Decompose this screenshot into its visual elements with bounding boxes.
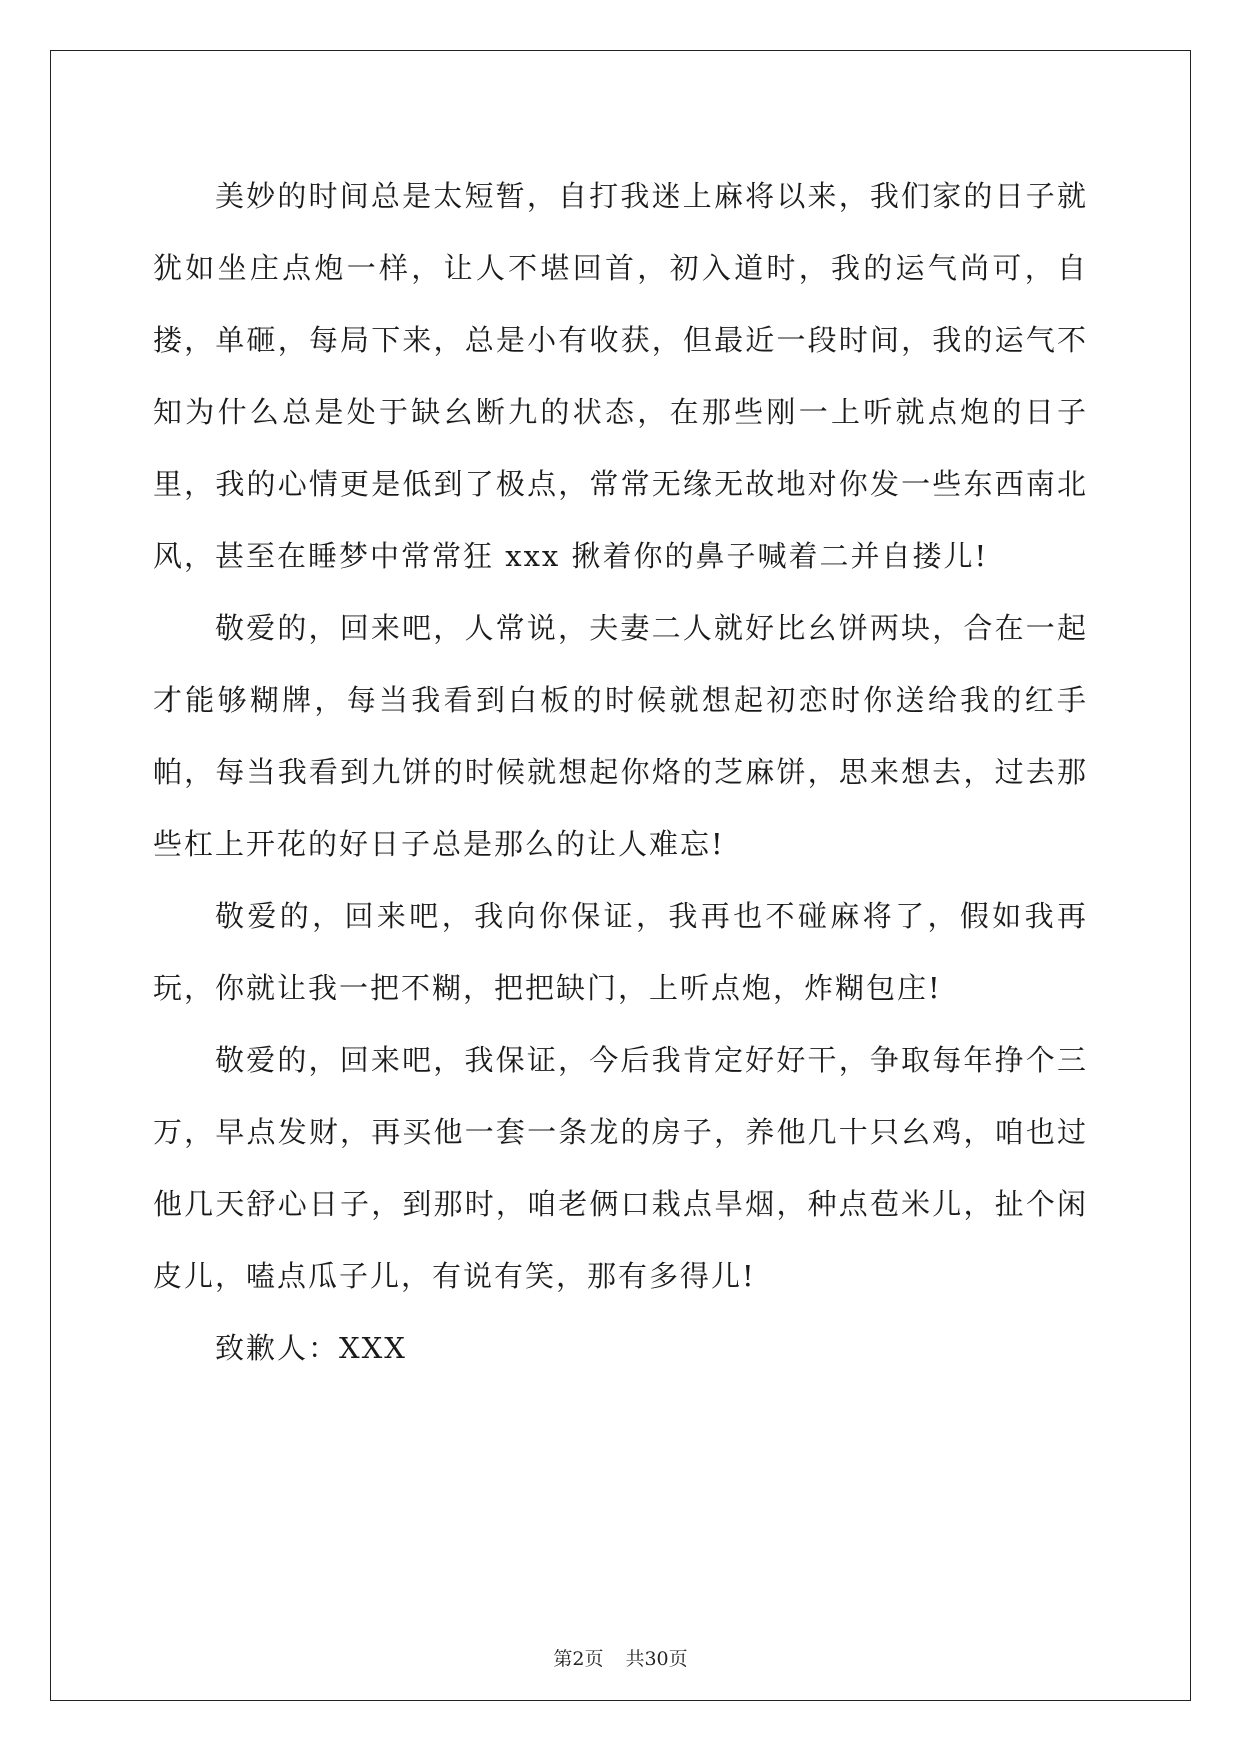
paragraph-3: 敬爱的，回来吧，我向你保证，我再也不碰麻将了，假如我再玩，你就让我一把不糊，把把缺门，上听点炮，炸糊包庄!	[153, 899, 1088, 1005]
page-number-total: 共30页	[625, 1648, 688, 1670]
paragraph-1: 美妙的时间总是太短暂，自打我迷上麻将以来，我们家的日子就犹如坐庄点炮一样，让人不堪回首，初入道时，我的运气尚可，自搂，单砸，每局下来，总是小有收获，但最近一段时间，我的运气不知为什么总是处于缺幺断九的状态，在那些刚一上听就点炮的日子里，我的心情更是低到了极点，常常无缘无故地对你发一些东西南北风，甚至在睡梦中常常狂 xxx 揪着你的鼻子喊着二并自搂儿!	[153, 179, 1088, 573]
paragraph-4: 敬爱的，回来吧，我保证，今后我肯定好好干，争取每年挣个三万，早点发财，再买他一套一条龙的房子，养他几十只幺鸡，咱也过他几天舒心日子，到那时，咱老俩口栽点旱烟，种点苞米儿，扯个闲皮儿，嗑点瓜子儿，有说有笑，那有多得儿!	[153, 1043, 1088, 1293]
paragraph-2: 敬爱的，回来吧，人常说，夫妻二人就好比幺饼两块，合在一起才能够糊牌，每当我看到白板的时候就想起初恋时你送给我的红手帕，每当我看到九饼的时候就想起你烙的芝麻饼，思来想去，过去那些杠上开花的好日子总是那么的让人难忘!	[153, 611, 1088, 861]
document-body	[153, 160, 1088, 1384]
page-number-current: 第2页	[553, 1648, 604, 1670]
signature-line: 致歉人：XXX	[215, 1331, 407, 1365]
page-footer	[0, 1644, 1241, 1671]
